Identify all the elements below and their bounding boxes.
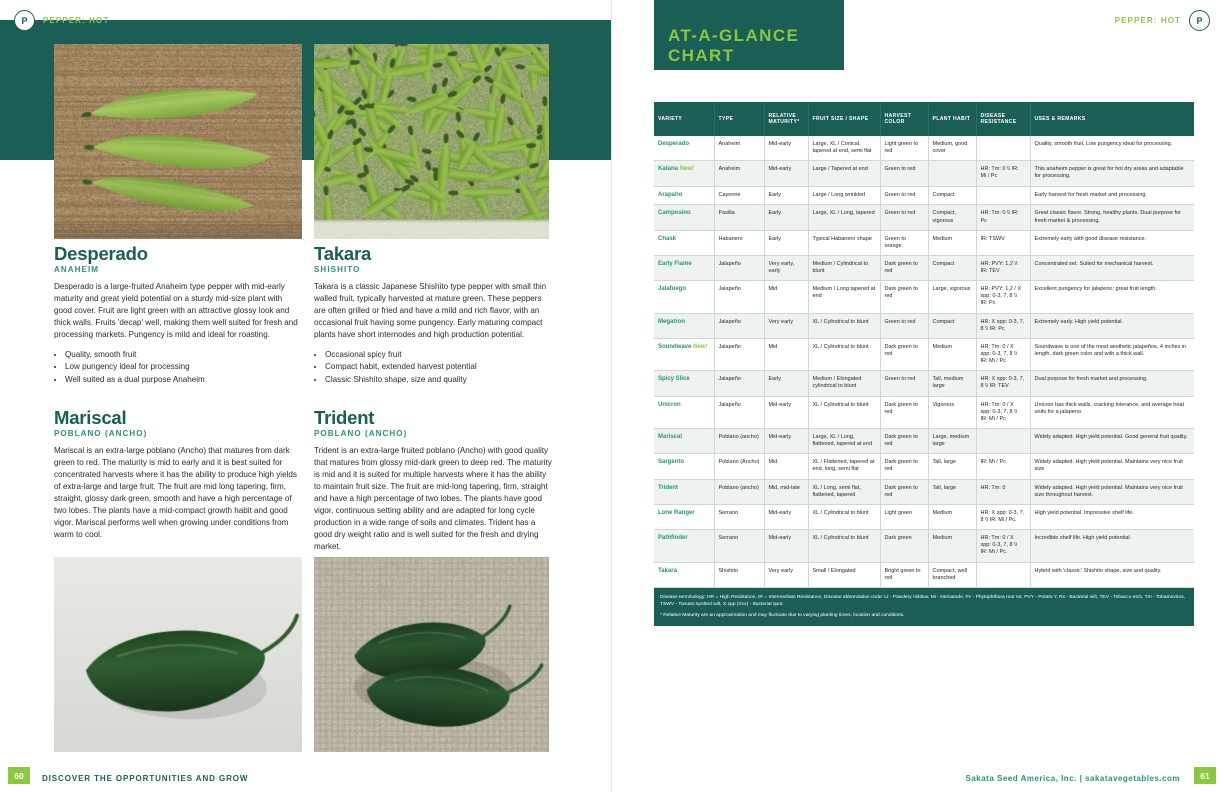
cell-remarks: Excellent pungency for jalapeno; great fruit length.: [1030, 281, 1194, 313]
table-row: [654, 454, 1194, 479]
cell-fruit: Large / Tapered at end: [808, 161, 880, 186]
cell-resistance: HR: X spp: 0-3, 7, 8 \\ IR: Pc: [976, 313, 1030, 338]
cell-maturity: Very early: [764, 313, 808, 338]
cell-habit: Tall, large: [928, 479, 976, 504]
cell-resistance: HR: Tm: 0 \\ IR: Pc: [976, 205, 1030, 230]
variety-description: Trident is an extra-large fruited poblano (Ancho) with good quality that matures from glossy mid-dark green to deep red. The maturity is mid and it is suited for multiple harvests where it has the ability to maintain fruit size. The fruit are mid-long tapering, firm, straight and have a high percentage of two lobes. The plants have good vigor, continuous setting ability and are adapted for long cycle production in a wide range of soils and climates. Trident has a good dry weight ratio and is well suited for the fresh and drying market.: [314, 446, 552, 551]
cell-variety: Pathfinder: [654, 530, 714, 562]
cell-maturity: Very early, early: [764, 255, 808, 280]
cell-resistance: HR: Tm: 0 / X spp: 0-3, 7, 8 \\ IR: Mi / Pc: [976, 338, 1030, 370]
left-page-footer: [0, 758, 612, 792]
cell-variety: Early Flame: [654, 255, 714, 280]
cell-type: Habanero: [714, 230, 764, 255]
list-item: • Classic Shishito shape, size and quality: [325, 374, 552, 387]
variety-name: Trident: [314, 407, 375, 428]
cell-maturity: Mid-early: [764, 136, 808, 161]
cell-habit: Tall, medium large: [928, 371, 976, 396]
cell-remarks: Widely adapted. High yield potential. Good general fruit quality.: [1030, 429, 1194, 454]
cell-maturity: Mid-early: [764, 161, 808, 186]
photo-trident: [314, 557, 549, 752]
cell-remarks: Soundwave is one of the most aesthetic jalapeños, 4 inches in length, dark green color and with a thick wall.: [1030, 338, 1194, 370]
cell-maturity: Mid-early: [764, 530, 808, 562]
table-footnote: [654, 588, 1194, 626]
new-badge: New!: [691, 343, 708, 350]
cell-remarks: Concentrated set. Suited for mechanical harvest.: [1030, 255, 1194, 280]
col-variety: VARIETY: [654, 102, 714, 136]
new-badge: New!: [678, 166, 695, 173]
cell-habit: Compact: [928, 313, 976, 338]
table-header: [654, 102, 1194, 136]
table-body: [654, 136, 1194, 587]
right-page-header: [1115, 10, 1210, 31]
cell-variety: Trident: [654, 479, 714, 504]
cell-fruit: XL / Flattened, tapered at end, long, semi flat: [808, 454, 880, 479]
cell-remarks: Extremely early. High yield potential.: [1030, 313, 1194, 338]
table-row: [654, 562, 1194, 587]
footer-company: [966, 774, 1181, 783]
cell-variety: Takara: [654, 562, 714, 587]
cell-fruit: Medium / Cylindrical to blunt: [808, 255, 880, 280]
pepper-pill-right: P: [1189, 10, 1210, 31]
cell-variety: Spicy Slice: [654, 371, 714, 396]
list-item: • Occasional spicy fruit: [325, 349, 552, 362]
cell-type: Poblano (ancho): [714, 429, 764, 454]
cell-variety: Lone Ranger: [654, 504, 714, 529]
cell-fruit: XL / Cylindrical to blunt: [808, 530, 880, 562]
page-number-left: 60: [8, 767, 30, 784]
cell-habit: Medium: [928, 230, 976, 255]
cell-remarks: This anaheim pepper is great for hot dry areas and adaptable for processing.: [1030, 161, 1194, 186]
cell-variety: Katana New!: [654, 161, 714, 186]
cell-fruit: XL / Cylindrical to blunt: [808, 504, 880, 529]
footnote-line-2: * Relative Maturity are an approximation and may fluctuate due to varying planting times, location and conditions.: [660, 612, 905, 618]
cell-resistance: HR: PVY: 1,2 / X spp: 0-3, 7, 8 \\ IR: Pc: [976, 281, 1030, 313]
cell-habit: Large, vigorous: [928, 281, 976, 313]
cell-type: Jalapeño: [714, 313, 764, 338]
cell-variety: Desperado: [654, 136, 714, 161]
variety-type: POBLANO (ANCHO): [54, 429, 148, 439]
cell-color: Light green to red: [880, 136, 928, 161]
cell-color: Dark green to red: [880, 479, 928, 504]
cell-color: Light green: [880, 504, 928, 529]
cell-remarks: Widely adapted. High yield potential. Maintains very nice fruit size: [1030, 454, 1194, 479]
cell-color: Dark green to red: [880, 396, 928, 428]
table-row: [654, 371, 1194, 396]
list-item: • Low pungency ideal for processing: [65, 361, 302, 374]
table-row: [654, 281, 1194, 313]
col-disease-resistance: DISEASE RESISTANCE: [976, 102, 1030, 136]
cell-type: Anaheim: [714, 161, 764, 186]
cell-remarks: Incredible shelf life. High yield potential.: [1030, 530, 1194, 562]
cell-resistance: HR: PVY: 1,2 \\ IR: TEV: [976, 255, 1030, 280]
variety-block-trident: [314, 408, 552, 552]
cell-fruit: Large, XL / Long, tapered: [808, 205, 880, 230]
cell-maturity: Mid, mid-late: [764, 479, 808, 504]
col-uses-remarks: USES & REMARKS: [1030, 102, 1194, 136]
cell-maturity: Early: [764, 230, 808, 255]
cell-habit: Compact: [928, 186, 976, 205]
cell-habit: Medium: [928, 338, 976, 370]
variety-name: Mariscal: [54, 407, 127, 428]
cell-fruit: Medium / Elongated cylindrical to blunt: [808, 371, 880, 396]
cell-habit: Medium: [928, 530, 976, 562]
table-row: [654, 530, 1194, 562]
cell-variety: Unicron: [654, 396, 714, 428]
col-maturity: RELATIVE MATURITY*: [764, 102, 808, 136]
variety-description: Mariscal is an extra-large poblano (Ancho) that matures from dark green to red. The maturity is mid to early and it is best suited for concentrated harvests where it has the ability to produce high yields of extra-large and large fruit. The fruit are mid long tapering, firm, straight, glossy dark green, smooth and have a high percentage of two lobes. The plants have a mid-compact growth habit and good vigor. Mariscal performs well when growing under conditions from warm to cool.: [54, 446, 297, 539]
cell-remarks: Extremely early with good disease resistance.: [1030, 230, 1194, 255]
variety-block-mariscal: [54, 408, 302, 541]
cell-maturity: Very early: [764, 562, 808, 587]
photo-mariscal: [54, 557, 302, 752]
table-row: [654, 230, 1194, 255]
table-header-row: [654, 102, 1194, 136]
cell-type: Pasilla: [714, 205, 764, 230]
table-row: [654, 338, 1194, 370]
cell-variety: Arapaho: [654, 186, 714, 205]
table-row: [654, 255, 1194, 280]
variety-block-desperado: [54, 244, 302, 386]
right-page: [612, 0, 1224, 792]
cell-maturity: Mid-early: [764, 429, 808, 454]
variety-bullets: [54, 349, 302, 387]
cell-fruit: XL / Cylindrical to blunt: [808, 396, 880, 428]
cell-type: Jalapeño: [714, 371, 764, 396]
cell-type: Serrano: [714, 504, 764, 529]
cell-variety: Soundwave New!: [654, 338, 714, 370]
cell-color: Green to orange: [880, 230, 928, 255]
table-row: [654, 136, 1194, 161]
cell-type: Cayenne: [714, 186, 764, 205]
cell-maturity: Mid: [764, 454, 808, 479]
cell-habit: Vigorous: [928, 396, 976, 428]
cell-habit: Tall, large: [928, 454, 976, 479]
cell-habit: Compact, well branched: [928, 562, 976, 587]
table-row: [654, 429, 1194, 454]
cell-habit: Medium: [928, 504, 976, 529]
cell-fruit: Large, XL / Long, flattened, tapered at end: [808, 429, 880, 454]
cell-fruit: Typical Habanero shape: [808, 230, 880, 255]
list-item: • Quality, smooth fruit: [65, 349, 302, 362]
photo-takara: [314, 44, 549, 239]
cell-habit: Large, medium large: [928, 429, 976, 454]
left-header-label: [43, 16, 109, 25]
table-row: [654, 396, 1194, 428]
pepper-pill-left: P: [14, 10, 35, 31]
footer-company-name: Sakata Seed America, Inc. |: [965, 774, 1083, 783]
cell-resistance: HR: Tm: 0 \\ IR: Mi / Pc: [976, 161, 1030, 186]
cell-color: Green to red: [880, 161, 928, 186]
page-title: AT-A-GLANCE CHART: [668, 26, 800, 65]
variety-description: Desperado is a large-fruited Anaheim type pepper with mid-early maturity and great yield potential on a sturdy mid-size plant with good cover. Fruit are light green with an attractive glossy look and thick walls. Fruits 'decap' well, making them well suited for fresh and processing markets. Pungency is mild and ideal for roasting.: [54, 282, 298, 339]
cell-resistance: IR: TSWV: [976, 230, 1030, 255]
cell-variety: Jalafuego: [654, 281, 714, 313]
cell-type: Anaheim: [714, 136, 764, 161]
cell-remarks: High yield potential. Impressive shelf life.: [1030, 504, 1194, 529]
cell-resistance: HR: X spp: 0-3, 7, 8 \\ IR: Mi / Pc.: [976, 504, 1030, 529]
cell-variety: Megatron: [654, 313, 714, 338]
cell-color: Green to red: [880, 205, 928, 230]
photo-desperado: [54, 44, 302, 239]
page-number-right: 61: [1194, 767, 1216, 784]
chart-title-box: [654, 22, 844, 70]
cell-color: Dark green to red: [880, 429, 928, 454]
table-row: [654, 205, 1194, 230]
cell-remarks: Dual purpose for fresh market and processing.: [1030, 371, 1194, 396]
cell-fruit: Large / Long wrinkled: [808, 186, 880, 205]
cell-resistance: IR: Mi / Pc: [976, 454, 1030, 479]
cell-fruit: XL / Cylindrical to blunt: [808, 338, 880, 370]
cell-color: Green to red: [880, 313, 928, 338]
cell-resistance: [976, 429, 1030, 454]
table-row: [654, 161, 1194, 186]
cell-resistance: [976, 186, 1030, 205]
cell-maturity: Mid-early: [764, 396, 808, 428]
variety-type: POBLANO (ANCHO): [314, 429, 408, 439]
left-header-suffix: HOT: [89, 16, 110, 25]
variety-type: ANAHEIM: [54, 265, 100, 275]
cell-remarks: Hybrid with 'classic' Shishito shape, size and quality.: [1030, 562, 1194, 587]
cell-color: Green to red: [880, 371, 928, 396]
cell-habit: Compact, vigorous: [928, 205, 976, 230]
cell-habit: Medium, good cover: [928, 136, 976, 161]
cell-variety: Chask: [654, 230, 714, 255]
variety-name: Takara: [314, 243, 372, 264]
cell-fruit: XL / Long, semi flat, flattened, tapered: [808, 479, 880, 504]
table-row: [654, 186, 1194, 205]
cell-color: Dark green to red: [880, 281, 928, 313]
footer-tagline: DISCOVER THE OPPORTUNITIES AND GROW: [42, 774, 249, 783]
cell-remarks: Early harvest for fresh market and processing.: [1030, 186, 1194, 205]
cell-resistance: HR: Tm: 0 / X spp: 0-3, 7, 8 \\ IR: Mi / Pc: [976, 396, 1030, 428]
cell-fruit: XL / Cylindrical to blunt: [808, 313, 880, 338]
footer-website[interactable]: sakatavegetables.com: [1085, 774, 1180, 783]
cell-habit: Compact: [928, 255, 976, 280]
cell-maturity: Mid: [764, 338, 808, 370]
cell-resistance: HR: X spp: 0-3, 7, 8 \\ IR: TEV: [976, 371, 1030, 396]
col-harvest-color: HARVEST COLOR: [880, 102, 928, 136]
cell-maturity: Mid: [764, 281, 808, 313]
variety-block-takara: [314, 244, 552, 386]
cell-fruit: Large, XL / Conical, tapered at end, semi flat: [808, 136, 880, 161]
cell-variety: Sargento: [654, 454, 714, 479]
variety-bullets: [314, 349, 552, 387]
cell-color: Dark green: [880, 530, 928, 562]
cell-resistance: HR: Tm: 0: [976, 479, 1030, 504]
left-header-prefix: PEPPER:: [43, 16, 86, 25]
cell-type: Shishito: [714, 562, 764, 587]
cell-maturity: Early: [764, 205, 808, 230]
left-page-header: [14, 10, 109, 31]
list-item: • Well suited as a dual purpose Anaheim: [65, 374, 302, 387]
cell-type: Poblano (ancho): [714, 479, 764, 504]
cell-type: Serrano: [714, 530, 764, 562]
cell-type: Jalapeño: [714, 281, 764, 313]
cell-type: Jalapeño: [714, 255, 764, 280]
cell-color: Dark green to red: [880, 338, 928, 370]
cell-variety: Mariscal: [654, 429, 714, 454]
cell-remarks: Great classic flavor. Strong, healthy plants. Dual purpose for fresh market & processing.: [1030, 205, 1194, 230]
right-header-suffix: HOT: [1160, 16, 1181, 25]
cell-fruit: Small / Elongated: [808, 562, 880, 587]
right-header-label: [1115, 16, 1181, 25]
variety-name: Desperado: [54, 243, 148, 264]
footnote-line-1: Disease terminology: HR = High Resistance, IR = Intermediate Resistance, Disease abbreviation code: Lt - Powdery mildew, Mi - Nematode, Pc - Phytophthora root rot, PVY - Potato Y, Rs - Bacterial wilt, TEV - Tobacco etch, Tm - Tobamovirus, TSWV - Tomato spotted wilt, X spp (Xcv) - Bacterial spot.: [660, 594, 1186, 608]
table-row: [654, 313, 1194, 338]
cell-maturity: Early: [764, 371, 808, 396]
title-band-top: [654, 0, 844, 22]
right-header-prefix: PEPPER:: [1114, 16, 1158, 25]
col-type: TYPE: [714, 102, 764, 136]
cell-color: Dark green to red: [880, 454, 928, 479]
cell-type: Jalapeño: [714, 338, 764, 370]
cell-resistance: [976, 136, 1030, 161]
table-row: [654, 479, 1194, 504]
cell-fruit: Medium / Long tapered at end: [808, 281, 880, 313]
cell-remarks: Quality, smooth fruit. Low pungency ideal for processing.: [1030, 136, 1194, 161]
cell-color: Dark green to red: [880, 255, 928, 280]
cell-color: Green to red: [880, 186, 928, 205]
cell-type: Poblano (Ancho): [714, 454, 764, 479]
cell-resistance: [976, 562, 1030, 587]
col-plant-habit: PLANT HABIT: [928, 102, 976, 136]
col-fruit-size-shape: FRUIT SIZE / SHAPE: [808, 102, 880, 136]
table-row: [654, 504, 1194, 529]
cell-habit: [928, 161, 976, 186]
list-item: • Compact habit, extended harvest potential: [325, 361, 552, 374]
variety-description: Takara is a classic Japanese Shishito type pepper with small thin walled fruit, typically harvested at mature green. These peppers are often grilled or fried and have a mild and rich flavor, with an occasional fruit having some pungency. Early maturing compact plants have short internodes and high production potential.: [314, 282, 547, 339]
at-a-glance-table: [654, 102, 1194, 588]
at-a-glance-table-wrap: [654, 102, 1194, 626]
cell-variety: Camposino: [654, 205, 714, 230]
cell-remarks: Unicron has thick walls, cracking tolerance, and average heat units for a jalapeno.: [1030, 396, 1194, 428]
cell-type: Jalapeño: [714, 396, 764, 428]
cell-maturity: Early: [764, 186, 808, 205]
cell-remarks: Widely adapted. High yield potential. Maintains very nice fruit size throughout harvest.: [1030, 479, 1194, 504]
cell-color: Bright green to red: [880, 562, 928, 587]
cell-resistance: HR: Tm: 0 / X spp: 0-3, 7, 8 \\ IR: Mi / Pc.: [976, 530, 1030, 562]
cell-maturity: Mid-early: [764, 504, 808, 529]
variety-type: SHISHITO: [314, 265, 361, 275]
